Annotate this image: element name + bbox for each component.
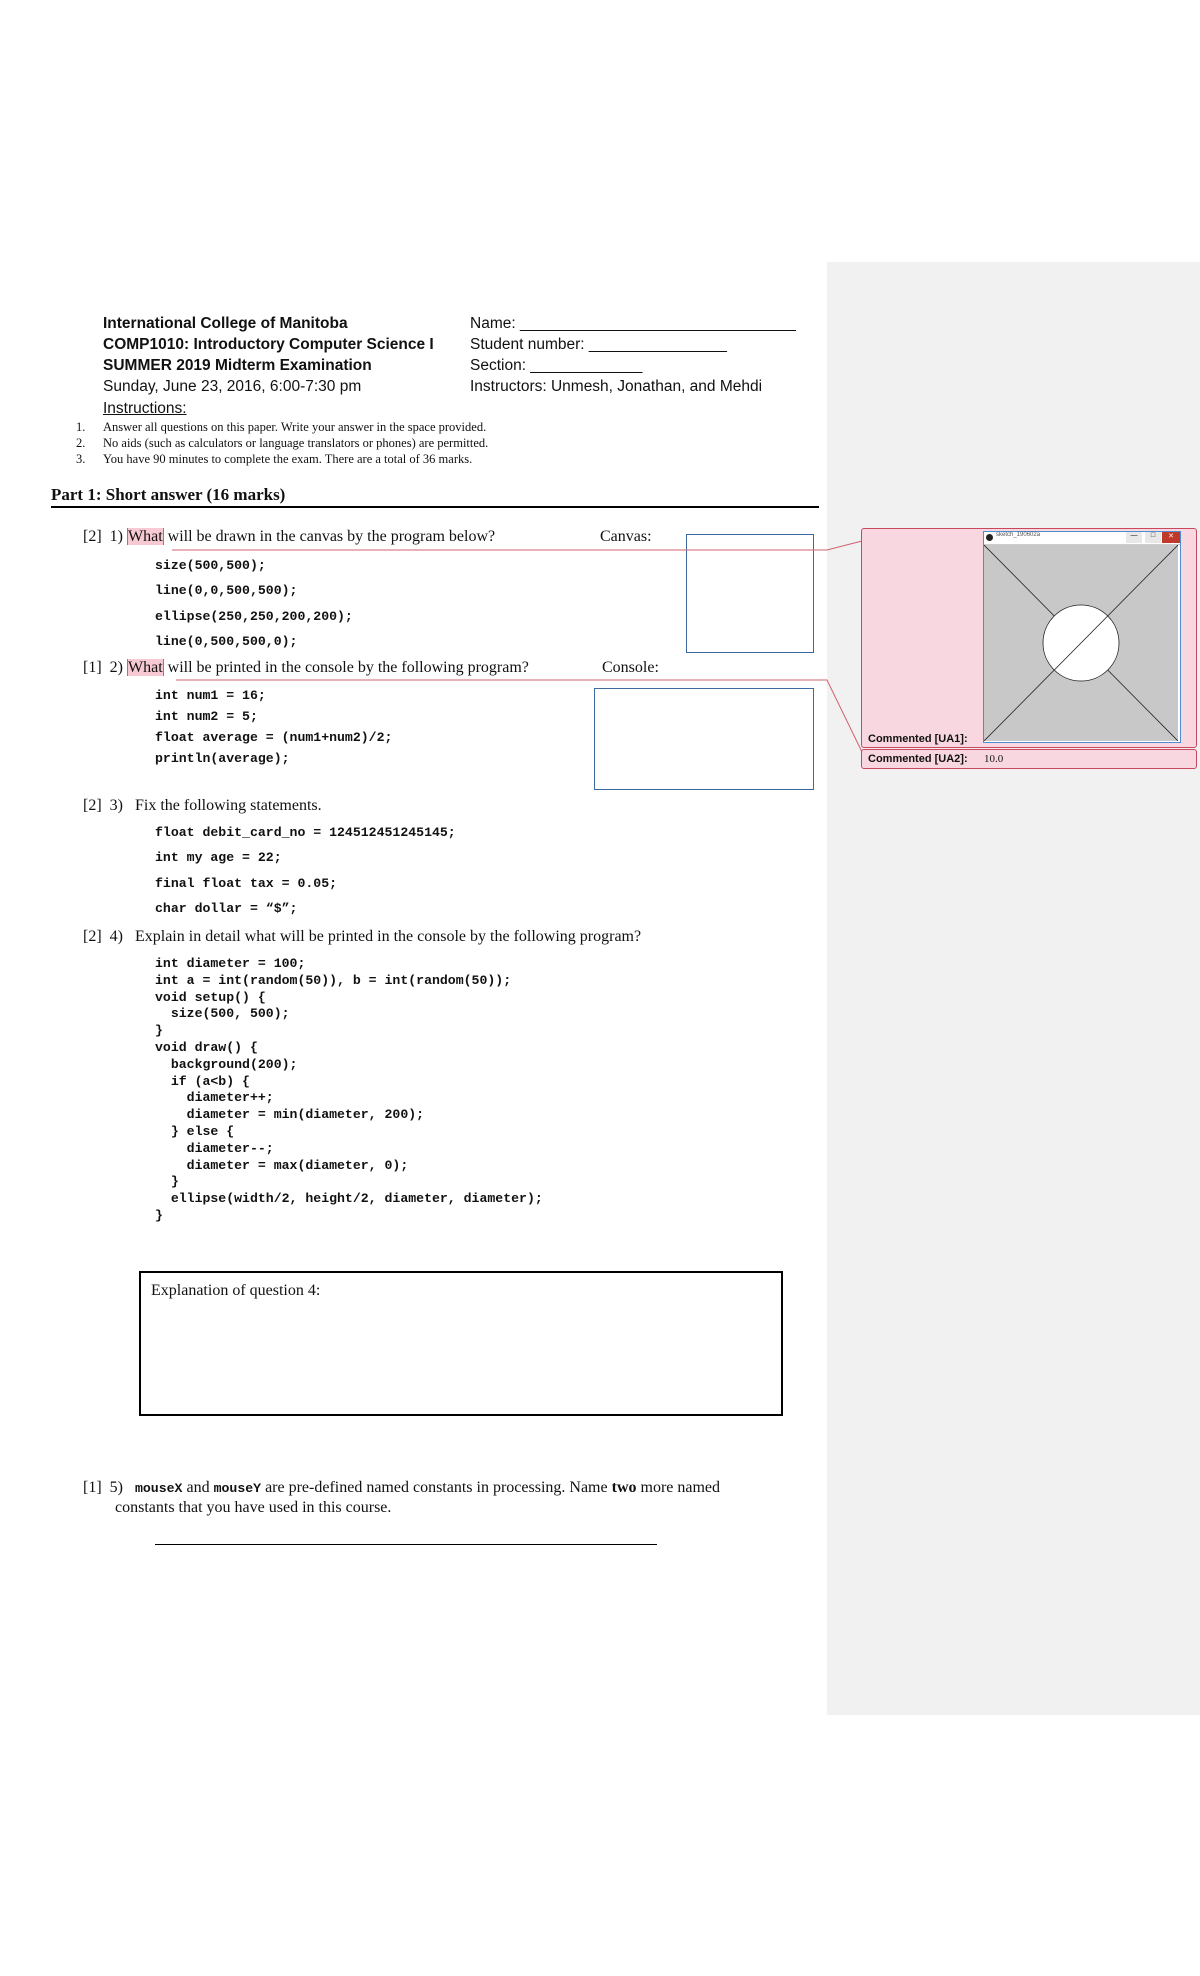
processing-icon xyxy=(986,534,993,541)
code-line: line(0,0,500,500); xyxy=(155,583,298,598)
code-line: void draw() { xyxy=(155,1040,258,1055)
connector-ua1 xyxy=(172,541,862,550)
course-title: COMP1010: Introductory Computer Science I xyxy=(103,336,434,353)
code-line: ellipse(250,250,200,200); xyxy=(155,609,353,624)
code-line: diameter = max(diameter, 0); xyxy=(155,1157,409,1173)
name-field-label: Name: ________________________________ xyxy=(470,315,796,332)
code-line: int my age = 22; xyxy=(155,850,282,865)
code-line: ellipse(width/2, height/2, diameter, diameter); xyxy=(155,1191,543,1207)
comment-label: Commented [UA1]: xyxy=(868,733,968,745)
connector-ua2 xyxy=(176,680,862,752)
code-line: int a = int(random(50)), b = int(random(50)); xyxy=(155,972,512,988)
code-line: diameter = min(diameter, 200); xyxy=(155,1107,425,1123)
instruction-item: 1. Answer all questions on this paper. Write your answer in the space provided. xyxy=(76,420,487,434)
question-2: [1] 2) What will be printed in the console by the following program? xyxy=(83,659,529,676)
code-line: line(0,500,500,0); xyxy=(155,634,298,649)
code-line: float debit_card_no = 124512451245145; xyxy=(155,825,456,840)
code-line: diameter++; xyxy=(155,1090,274,1106)
question-5: [1] 5) mouseX and mouseY are pre-defined named constants in processing. Name two more named xyxy=(83,1479,721,1496)
question-4: [2] 4) Explain in detail what will be printed in the console by the following program? xyxy=(83,928,642,945)
code-line: size(500,500); xyxy=(155,558,266,573)
code-line: diameter--; xyxy=(155,1140,274,1156)
code-line: println(average); xyxy=(155,751,290,766)
code-line: if (a<b) { xyxy=(155,1073,250,1089)
instructions-title: Instructions: xyxy=(103,400,187,417)
part1-title: Part 1: Short answer (16 marks) xyxy=(51,485,286,504)
code-line: background(200); xyxy=(155,1056,298,1072)
close-button[interactable]: ✕ xyxy=(1162,532,1180,543)
code-line: final float tax = 0.05; xyxy=(155,876,338,891)
sketch-window xyxy=(983,531,1181,743)
comment-text: 10.0 xyxy=(984,753,1004,765)
comment-ua1[interactable] xyxy=(861,528,1197,748)
code-line: int num1 = 16; xyxy=(155,688,266,703)
code-line: size(500, 500); xyxy=(155,1006,290,1022)
sketch-canvas xyxy=(984,545,1178,741)
instructors-label: Instructors: Unmesh, Jonathan, and Mehdi xyxy=(470,378,763,395)
code-mousex: mouseX xyxy=(134,1481,183,1496)
question-3: [2] 3) Fix the following statements. xyxy=(83,797,322,814)
question-1: [2] 1) What will be drawn in the canvas by the program below? xyxy=(83,528,496,545)
window-title: sketch_190602a xyxy=(996,532,1041,538)
code-line: } xyxy=(155,1174,179,1190)
exam-title: SUMMER 2019 Midterm Examination xyxy=(103,357,372,374)
code-line: void setup() { xyxy=(155,989,266,1005)
commented-word[interactable]: What xyxy=(127,659,163,676)
window-titlebar xyxy=(984,532,1180,545)
explanation-label: Explanation of question 4: xyxy=(151,1282,321,1299)
instruction-item: 2. No aids (such as calculators or language translators or phones) are permitted. xyxy=(76,436,489,450)
student-number-label: Student number: ________________ xyxy=(470,336,727,353)
exam-date: Sunday, June 23, 2016, 6:00-7:30 pm xyxy=(103,378,362,395)
code-line: } xyxy=(155,1208,163,1223)
comment-label: Commented [UA2]: xyxy=(868,753,968,765)
code-line: } else { xyxy=(155,1124,235,1139)
canvas-label: Canvas: xyxy=(600,528,652,545)
instruction-item: 3. You have 90 minutes to complete the exam. There are a total of 36 marks. xyxy=(76,452,473,466)
code-line: float average = (num1+num2)/2; xyxy=(155,730,393,745)
console-label: Console: xyxy=(602,659,659,676)
minimize-button[interactable]: — xyxy=(1126,532,1142,543)
college-name: International College of Manitoba xyxy=(103,315,348,332)
code-line: char dollar = “$”; xyxy=(155,901,298,916)
maximize-button[interactable]: □ xyxy=(1145,532,1161,543)
question-5-line2: constants that you have used in this course. xyxy=(115,1499,392,1516)
code-line: int diameter = 100; xyxy=(155,956,306,971)
code-line: } xyxy=(155,1023,163,1039)
section-label: Section: _____________ xyxy=(470,357,643,374)
code-mousey: mouseY xyxy=(213,1481,262,1496)
code-line: int num2 = 5; xyxy=(155,709,258,724)
commented-word[interactable]: What xyxy=(127,528,163,545)
comment-ua2[interactable] xyxy=(861,749,1197,769)
